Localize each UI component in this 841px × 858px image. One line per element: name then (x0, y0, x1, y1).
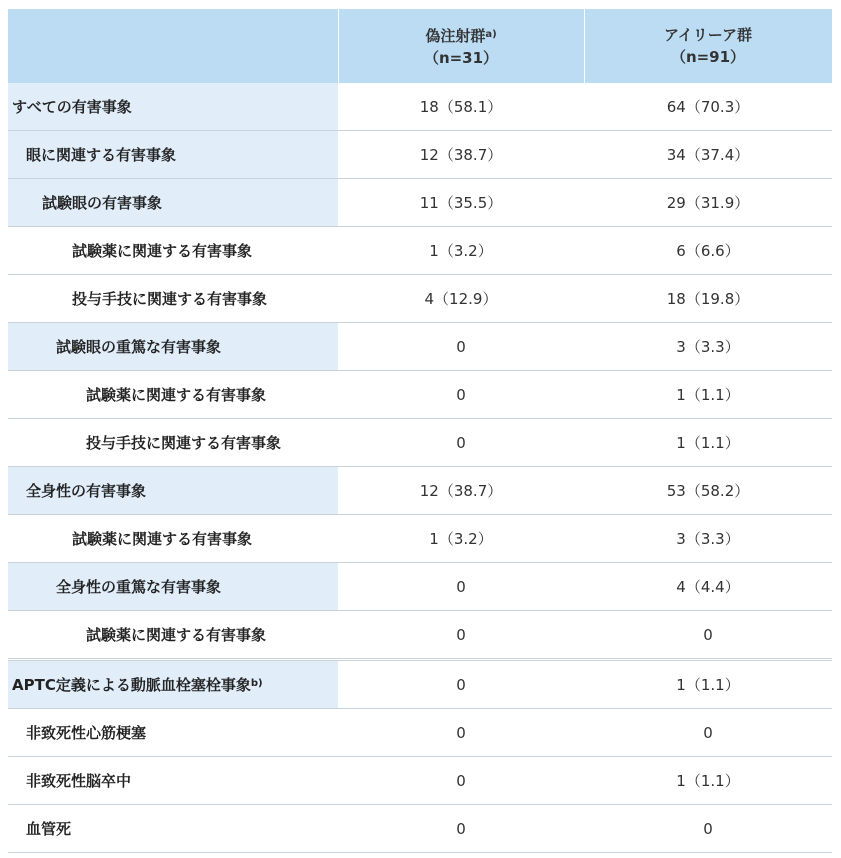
row-label: 非致死性脳卒中 (8, 757, 338, 805)
eylea-value: 3（3.3） (584, 515, 832, 563)
sham-value: 12（38.7） (338, 131, 584, 179)
eylea-value: 6（6.6） (584, 227, 832, 275)
eylea-value: 0 (584, 611, 832, 660)
table-row (8, 563, 832, 611)
eylea-value: 53（58.2） (584, 467, 832, 515)
sham-group-n: （n=31） (423, 48, 499, 67)
table-row (8, 805, 832, 853)
table-row (8, 227, 832, 275)
sham-value: 0 (338, 419, 584, 467)
row-label: 全身性の有害事象 (8, 467, 338, 515)
eylea-value: 64（70.3） (584, 83, 832, 131)
sham-value: 11（35.5） (338, 179, 584, 227)
row-label: 試験眼の有害事象 (8, 179, 338, 227)
table-row (8, 131, 832, 179)
table-row (8, 757, 832, 805)
table-row (8, 275, 832, 323)
eylea-value: 18（19.8） (584, 275, 832, 323)
row-label: 試験薬に関連する有害事象 (8, 371, 338, 419)
sham-value: 0 (338, 371, 584, 419)
table-row (8, 419, 832, 467)
row-label: 全身性の重篤な有害事象 (8, 563, 338, 611)
sham-value: 1（3.2） (338, 227, 584, 275)
table-row (8, 709, 832, 757)
row-label: 投与手技に関連する有害事象 (8, 419, 338, 467)
row-label: 血管死 (8, 805, 338, 853)
eylea-value: 1（1.1） (584, 371, 832, 419)
table-row (8, 179, 832, 227)
row-label: 眼に関連する有害事象 (8, 131, 338, 179)
row-label: 非致死性心筋梗塞 (8, 709, 338, 757)
row-label (8, 660, 338, 709)
eylea-group-n: （n=91） (670, 48, 746, 66)
header-sham-group (338, 9, 584, 83)
table-header (8, 9, 832, 83)
eylea-value: 0 (584, 709, 832, 757)
table-body (8, 83, 832, 853)
header-corner-cell (8, 9, 338, 83)
sham-value: 1（3.2） (338, 515, 584, 563)
eylea-group-title: アイリーア群 (664, 26, 752, 44)
sham-value: 0 (338, 563, 584, 611)
header-eylea-group (584, 9, 832, 83)
sham-value: 0 (338, 709, 584, 757)
sham-value: 0 (338, 323, 584, 371)
eylea-value: 3（3.3） (584, 323, 832, 371)
sham-group-footnote-mark: a) (485, 28, 497, 40)
row-label: すべての有害事象 (8, 83, 338, 131)
table-row (8, 467, 832, 515)
sham-value: 4（12.9） (338, 275, 584, 323)
row-label: 試験薬に関連する有害事象 (8, 611, 338, 660)
sham-value: 0 (338, 757, 584, 805)
sham-value: 12（38.7） (338, 467, 584, 515)
sham-value: 0 (338, 611, 584, 660)
eylea-value: 34（37.4） (584, 131, 832, 179)
eylea-value: 0 (584, 805, 832, 853)
sham-group-title: 偽注射群 (425, 26, 486, 45)
footnote-mark: b) (250, 678, 263, 689)
eylea-value: 29（31.9） (584, 179, 832, 227)
table-row (8, 611, 832, 660)
eylea-value: 1（1.1） (584, 660, 832, 709)
row-label-text: APTC定義による動脈血栓塞栓事象 (12, 676, 251, 694)
row-label: 試験眼の重篤な有害事象 (8, 323, 338, 371)
adverse-events-table (8, 9, 833, 853)
sham-value: 0 (338, 805, 584, 853)
table-row (8, 660, 832, 709)
table-row (8, 323, 832, 371)
eylea-value: 1（1.1） (584, 757, 832, 805)
table-row (8, 83, 832, 131)
sham-value: 18（58.1） (338, 83, 584, 131)
row-label: 投与手技に関連する有害事象 (8, 275, 338, 323)
eylea-value: 1（1.1） (584, 419, 832, 467)
row-label: 試験薬に関連する有害事象 (8, 515, 338, 563)
sham-value: 0 (338, 660, 584, 709)
table-row (8, 371, 832, 419)
header-row (8, 9, 832, 83)
eylea-value: 4（4.4） (584, 563, 832, 611)
table-row (8, 515, 832, 563)
row-label: 試験薬に関連する有害事象 (8, 227, 338, 275)
